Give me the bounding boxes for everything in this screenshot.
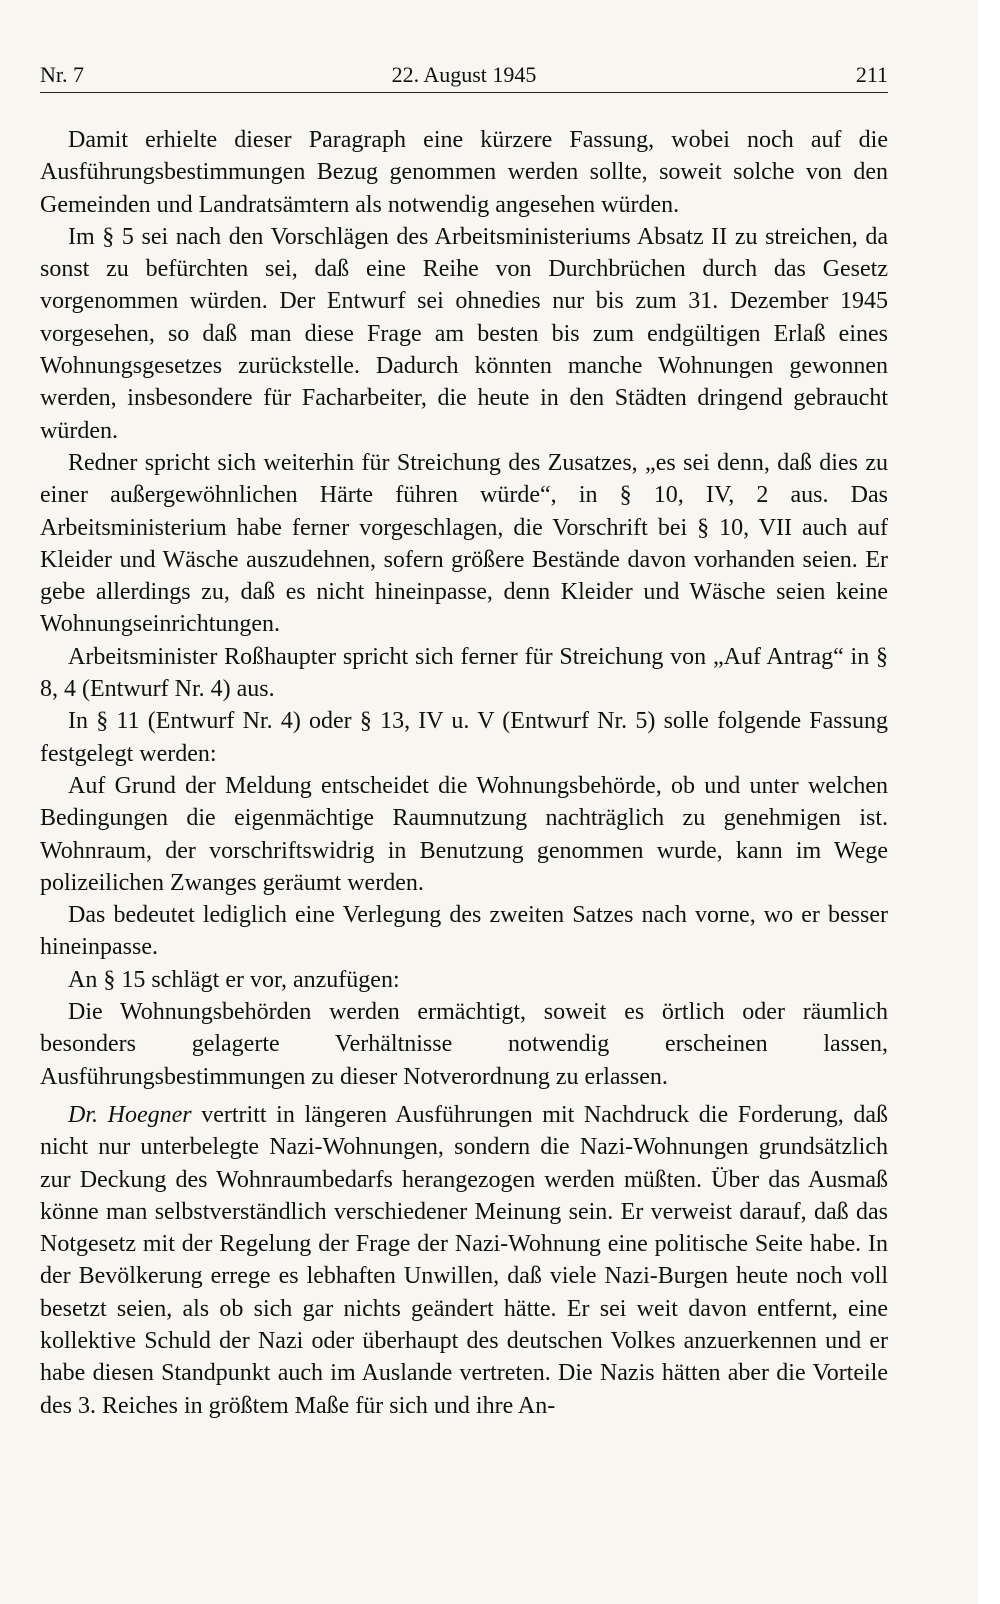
paragraph: Arbeitsminister Roßhaupter spricht sich ferner für Streichung von „Auf Antrag“ in § 8, 4 (Entwurf Nr. 4) aus. — [40, 643, 888, 703]
paragraph: Im § 5 sei nach den Vorschlägen des Arbeitsministeriums Absatz II zu streichen, da sonst zu befürchten sei, daß eine Reihe von Durchbrüchen durch das Gesetz vorgenommen würden. Der Entwurf sei ohnedies nur bis zum 31. Dezember 1945 vorgesehen, so daß man diese Frage am besten bis zum endgültigen Erlaß eines Wohnungsgesetzes zurückstelle. Dadurch könnten manche Wohnungen gewonnen werden, insbesondere für Facharbeiter, die heute in den Städten dringend gebraucht würden. — [40, 223, 888, 444]
header-rule — [40, 92, 888, 93]
quoted-provision: Auf Grund der Meldung entscheidet die Wohnungsbehörde, ob und unter welchen Bedingungen die eigenmächtige Raumnutzung nachträglich zu genehmigen ist. Wohnraum, der vorschriftswidrig in Benutzung genommen wurde, kann im Wege polizeilichen Zwanges geräumt werden. — [40, 772, 888, 896]
paragraph: An § 15 schlägt er vor, anzufügen: — [68, 966, 400, 993]
speaker-name: Dr. Hoegner — [68, 1101, 192, 1128]
page-header — [40, 56, 888, 92]
issue-number: Nr. 7 — [40, 62, 84, 87]
paragraph — [40, 1099, 888, 1422]
paragraph: Damit erhielte dieser Paragraph eine kürzere Fassung, wobei noch auf die Ausführungsbestimmungen Bezug genommen werden sollte, soweit solche von den Gemeinden und Landratsämtern als notwendig angesehen würden. — [40, 127, 888, 218]
quoted-provision: Die Wohnungsbehörden werden ermächtigt, soweit es örtlich oder räumlich besonders gelagerte Verhältnisse notwendig erscheinen lassen, Ausführungsbestimmungen zu dieser Notverordnung zu erlassen. — [40, 999, 888, 1090]
page-margin — [978, 0, 1000, 1604]
page-number: 211 — [855, 62, 888, 87]
paragraph: In § 11 (Entwurf Nr. 4) oder § 13, IV u. V (Entwurf Nr. 5) solle folgende Fassung festgelegt werden: — [40, 708, 888, 767]
body-text — [40, 124, 888, 1422]
paragraph: Redner spricht sich weiterhin für Streichung des Zusatzes, „es sei denn, daß dies zu einer außergewöhnlichen Härte führen würde“, in § 10, IV, 2 aus. Das Arbeitsministerium habe ferner vorgeschlagen, die Vorschrift bei § 10, VII auch auf Kleider und Wäsche auszudehnen, sofern größere Bestände davon vorhanden seien. Er gebe allerdings zu, daß es nicht hineinpasse, denn Kleider und Wäsche seien keine Wohnungseinrichtungen. — [40, 449, 888, 638]
speaker-text: vertritt in längeren Ausführungen mit Nachdruck die Forderung, daß nicht nur unterbelegte Nazi-Wohnungen, sondern die Nazi-Wohnungen grundsätzlich zur Deckung des Wohnraumbedarfs herangezogen werden müßten. Über das Ausmaß könne man selbstverständlich verschiedener Meinung sein. Er verweist darauf, daß das Notgesetz mit der Regelung der Frage der Nazi-Wohnung eine politische Seite habe. In der Bevölkerung errege es lebhaften Unwillen, daß viele Nazi-Burgen heute noch voll besetzt seien, als ob sich gar nichts geändert hätte. Er sei weit davon entfernt, eine kollektive Schuld der Nazi oder überhaupt des deutschen Volkes anzuerkennen und er habe diesen Standpunkt auch im Auslande vertreten. Die Nazis hätten aber die Vorteile des 3. Reiches in größtem Maße für sich und ihre An- — [40, 1101, 888, 1419]
paragraph: Das bedeutet lediglich eine Verlegung des zweiten Satzes nach vorne, wo er besser hineinpasse. — [40, 902, 888, 961]
header-date: 22. August 1945 — [391, 62, 537, 87]
